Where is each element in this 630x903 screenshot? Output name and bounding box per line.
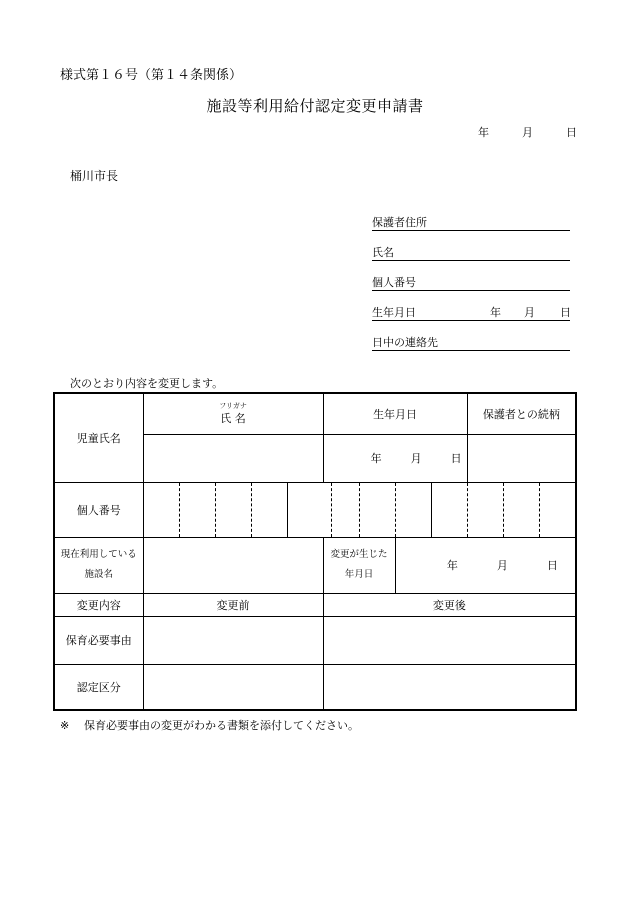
care-reason-before-input[interactable] — [143, 616, 323, 664]
id-digit-cell[interactable] — [467, 482, 503, 537]
date-day: 日 — [566, 126, 577, 139]
change-date-input[interactable] — [395, 537, 576, 593]
change-date-year: 年 — [446, 559, 458, 572]
guardian-address-label: 保護者住所 — [372, 216, 427, 229]
child-dob-month: 月 — [410, 452, 422, 465]
id-number-label: 個人番号 — [54, 482, 143, 537]
relation-input[interactable] — [467, 434, 576, 482]
child-name-label: 児童氏名 — [54, 393, 143, 482]
form-code: 様式第１６号（第１４条関係） — [60, 68, 243, 83]
guardian-dob-month: 月 — [524, 306, 535, 319]
date-year: 年 — [478, 126, 489, 139]
guardian-name-field[interactable] — [372, 246, 570, 261]
id-digit-cell[interactable] — [359, 482, 395, 537]
furigana-label: フリガナ — [219, 401, 247, 410]
id-digit-cell[interactable] — [331, 482, 359, 537]
addressee: 桶川市長 — [70, 169, 119, 183]
id-digit-cell[interactable] — [215, 482, 251, 537]
note-text: 保育必要事由の変更がわかる書類を添付してください。 — [84, 719, 359, 732]
current-facility-line1: 現在利用している — [60, 549, 137, 560]
change-content-label: 変更内容 — [54, 593, 143, 616]
guardian-dob-year: 年 — [490, 306, 501, 319]
change-date-line2: 年月日 — [344, 569, 374, 580]
id-digit-cell[interactable] — [503, 482, 539, 537]
guardian-dob-field[interactable] — [372, 306, 570, 321]
category-before-input[interactable] — [143, 664, 323, 710]
child-dob-input[interactable] — [323, 434, 467, 482]
guardian-dob-label: 生年月日 — [372, 306, 416, 319]
change-date-day: 日 — [546, 559, 558, 572]
change-date-label — [323, 537, 395, 593]
child-dob-year: 年 — [370, 452, 382, 465]
document-title: 施設等利用給付認定変更申請書 — [206, 97, 424, 115]
submission-date — [478, 124, 577, 140]
id-digit-cell[interactable] — [251, 482, 287, 537]
current-facility-input[interactable] — [143, 537, 323, 593]
name-header — [143, 393, 323, 434]
change-form-table — [53, 392, 577, 711]
daytime-contact-label: 日中の連絡先 — [372, 336, 438, 349]
relation-header: 保護者との続柄 — [467, 393, 576, 434]
id-digit-cell[interactable] — [179, 482, 215, 537]
note-mark: ※ — [60, 719, 70, 732]
category-after-input[interactable] — [323, 664, 576, 710]
attachment-note — [60, 717, 359, 733]
current-facility-line2: 施設名 — [84, 569, 113, 580]
id-digit-cell[interactable] — [539, 482, 576, 537]
id-digit-cell[interactable] — [143, 482, 179, 537]
guardian-address-field[interactable] — [372, 216, 570, 231]
care-reason-label: 保育必要事由 — [54, 616, 143, 664]
dob-header: 生年月日 — [323, 393, 467, 434]
current-facility-label — [54, 537, 143, 593]
after-header: 変更後 — [323, 593, 576, 616]
daytime-contact-field[interactable] — [372, 336, 570, 351]
guardian-name-label: 氏名 — [372, 246, 394, 259]
name-label: 氏 名 — [220, 411, 246, 425]
care-reason-after-input[interactable] — [323, 616, 576, 664]
id-digit-cell[interactable] — [395, 482, 431, 537]
child-name-input[interactable] — [143, 434, 323, 482]
guardian-id-field[interactable] — [372, 276, 570, 291]
date-month: 月 — [522, 126, 533, 139]
guardian-dob-day: 日 — [560, 306, 571, 319]
before-header: 変更前 — [143, 593, 323, 616]
id-digit-cell[interactable] — [287, 482, 331, 537]
change-date-month: 月 — [496, 559, 508, 572]
guardian-id-label: 個人番号 — [372, 276, 416, 289]
certification-category-label: 認定区分 — [54, 664, 143, 710]
id-digit-cell[interactable] — [431, 482, 467, 537]
change-date-line1: 変更が生じた — [330, 549, 388, 560]
intro-text: 次のとおり内容を変更します。 — [70, 377, 224, 390]
child-dob-day: 日 — [450, 452, 462, 465]
